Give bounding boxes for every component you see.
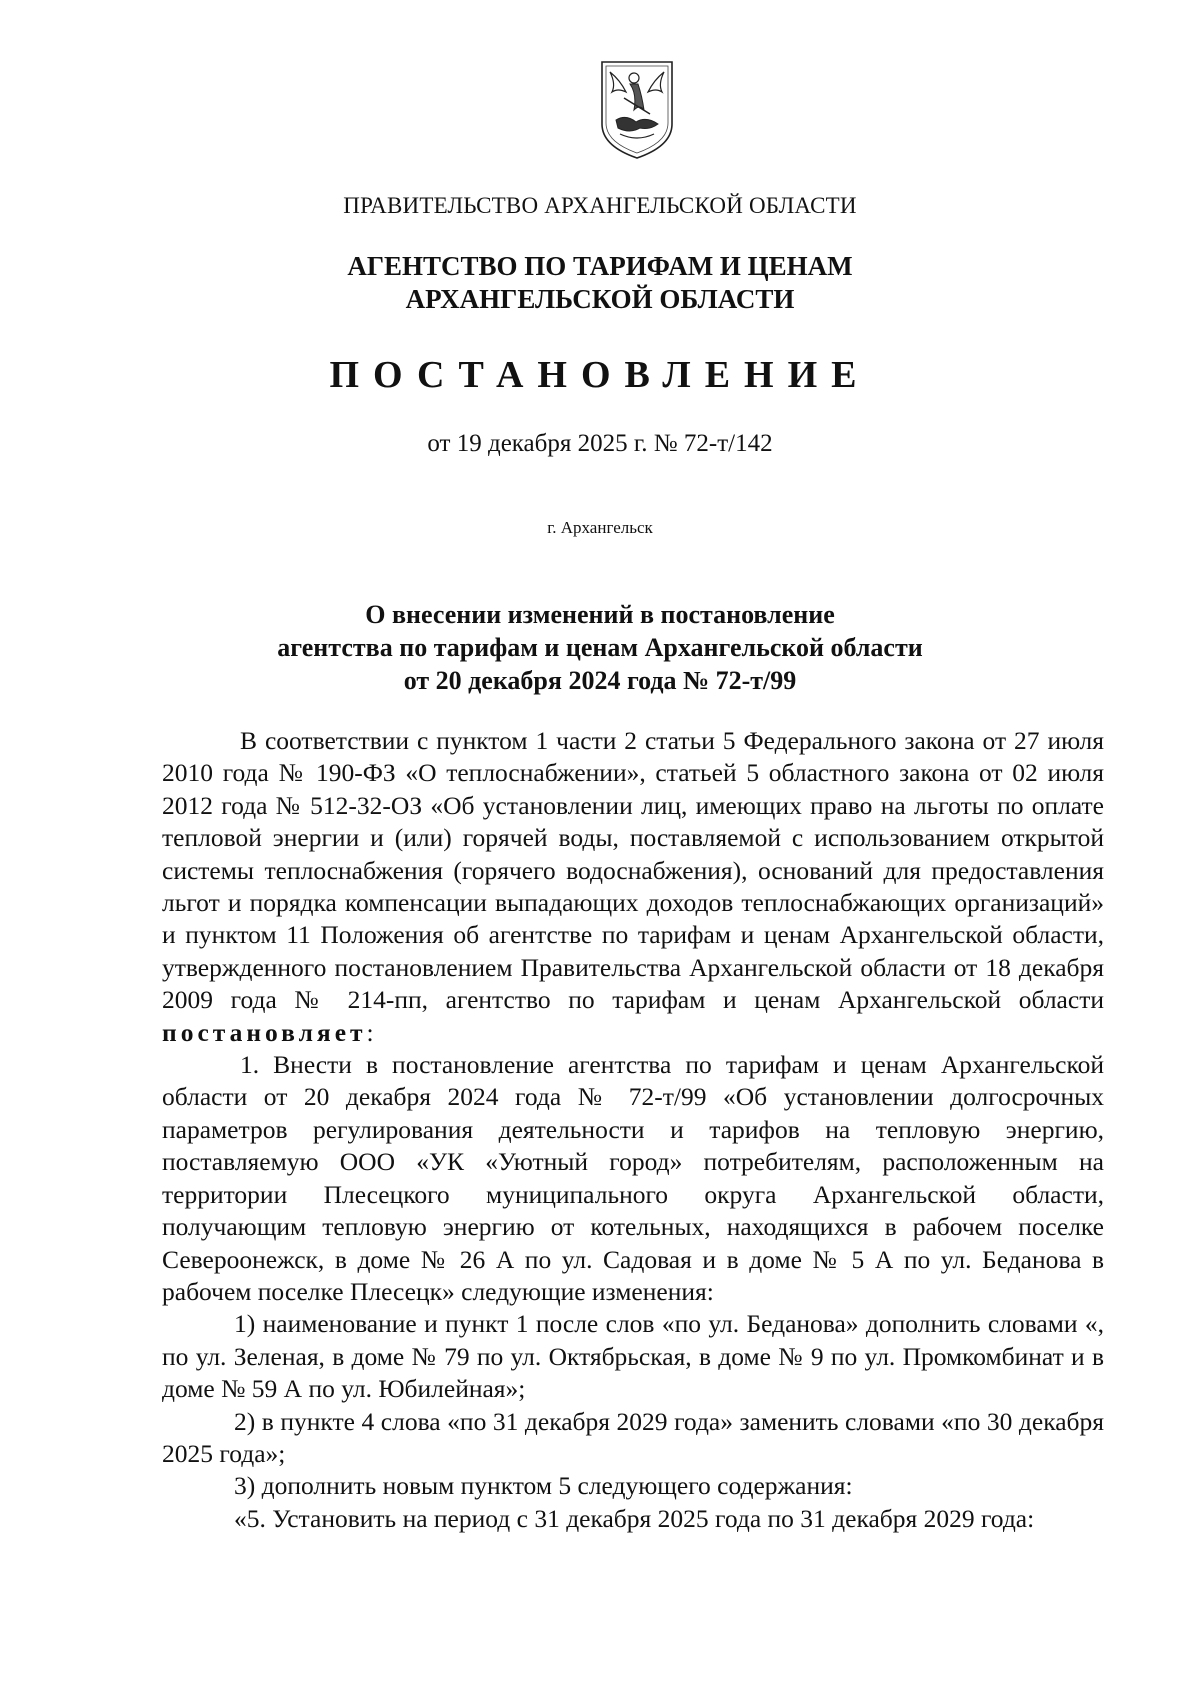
document-body bbox=[162, 725, 1104, 1535]
subject-line-3: от 20 декабря 2024 года № 72-т/99 bbox=[403, 666, 797, 695]
subitem-1-paragraph: 1) наименование и пункт 1 после слов «по ул. Беданова» дополнить словами «, по ул. Зеленая, в доме № 79 по ул. Октябрьская, в доме № 9 по ул. Промкомбинат и в доме № 59 А по ул. Юбилейная»; bbox=[162, 1309, 1104, 1404]
document-date-number: от 19 декабря 2025 г. № 72-т/142 bbox=[427, 430, 773, 457]
subitem-2-paragraph: 2) в пункте 4 слова «по 31 декабря 2029 года» заменить словами «по 30 декабря 2025 года»; bbox=[162, 1406, 1104, 1468]
coat-of-arms-icon bbox=[596, 58, 678, 162]
preamble-paragraph bbox=[162, 725, 1104, 1049]
preamble-text: В соответствии с пунктом 1 части 2 статьи 5 Федерального закона от 27 июля 2010 года № 190-ФЗ «О теплоснабжении», статьей 5 областного закона от 02 июля 2012 года № 512-32-ОЗ «Об установлении лиц, имеющих право на льготы по оплате тепловой энергии и (или) горячей воды, поставляемой с использованием открытой системы теплоснабжения (горячего водоснабжения), оснований для предоставления льгот и порядка компенсации выпадающих доходов теплоснабжающих организаций» и пунктом 11 Положения об агентстве по тарифам и ценам Архангельской области, утвержденного постановлением Правительства Архангельской области от 18 декабря 2009 года № 214-пп, агентство по тарифам и ценам Архангельской области bbox=[162, 726, 1104, 1015]
item-1-paragraph: 1. Внести в постановление агентства по тарифам и ценам Архангельской области от 20 декабря 2024 года № 72-т/99 «Об установлении долгосрочных параметров регулирования деятельности и тарифов на тепловую энергию, поставляемую ООО «УК «Уютный город» потребителям, расположенным на территории Плесецкого муниципального округа Архангельской области, получающим тепловую энергию от котельных, находящихся в рабочем поселке Североонежск, в доме № 26 А по ул. Садовая и в доме № 5 А по ул. Беданова в рабочем поселке Плесецк» следующие изменения: bbox=[162, 1050, 1104, 1306]
preamble-colon: : bbox=[366, 1017, 374, 1047]
agency-name bbox=[0, 250, 1200, 316]
subitem-3-paragraph: 3) дополнить новым пунктом 5 следующего содержания: bbox=[234, 1471, 853, 1501]
document-city: г. Архангельск bbox=[547, 518, 653, 537]
quoted-item-5-paragraph: «5. Установить на период с 31 декабря 2025 года по 31 декабря 2029 года: bbox=[234, 1503, 1035, 1533]
government-name: ПРАВИТЕЛЬСТВО АРХАНГЕЛЬСКОЙ ОБЛАСТИ bbox=[343, 193, 857, 218]
agency-name-line-1: АГЕНТСТВО ПО ТАРИФАМ И ЦЕНАМ bbox=[347, 251, 853, 281]
subject-line-2: агентства по тарифам и ценам Архангельской области bbox=[277, 633, 923, 662]
agency-name-line-2: АРХАНГЕЛЬСКОЙ ОБЛАСТИ bbox=[405, 284, 795, 314]
resolves-word: постановляет bbox=[162, 1017, 367, 1047]
subject-line-1: О внесении изменений в постановление bbox=[365, 600, 835, 629]
document-subject bbox=[0, 598, 1200, 697]
document-type: ПОСТАНОВЛЕНИЕ bbox=[329, 354, 871, 396]
